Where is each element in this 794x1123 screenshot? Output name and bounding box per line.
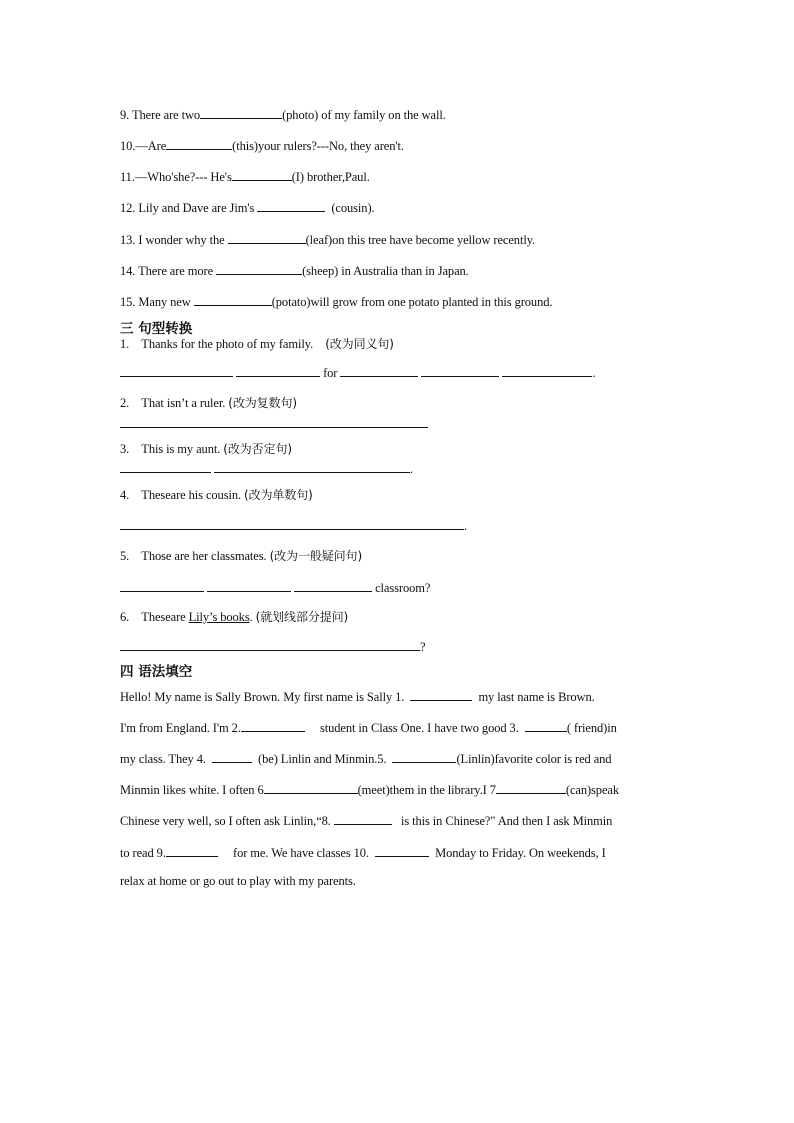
- instruction-hint: (就划线部分提问): [255, 610, 349, 624]
- instruction-hint: (改为复数句): [228, 396, 297, 410]
- item-number: 4.: [120, 488, 130, 502]
- answer-blank[interactable]: [166, 843, 218, 857]
- transform-3-answer: [120, 459, 413, 477]
- passage-line-4: [120, 780, 619, 798]
- question-text: (I) brother,Paul.: [291, 170, 370, 184]
- transform-1: [120, 335, 394, 352]
- answer-blank[interactable]: [334, 811, 392, 825]
- passage-text: Minmin likes white. I often 6: [120, 783, 264, 797]
- transform-3: [120, 440, 292, 457]
- answer-text: .: [410, 462, 414, 476]
- passage-text: (be) Linlin and Minmin.5.: [258, 752, 387, 766]
- answer-blank[interactable]: [392, 749, 456, 763]
- answer-blank[interactable]: [340, 363, 418, 377]
- answer-blank[interactable]: [294, 578, 372, 592]
- passage-text: to read 9.: [120, 846, 166, 860]
- answer-blank[interactable]: [120, 363, 233, 377]
- answer-blank[interactable]: [257, 198, 325, 212]
- answer-blank[interactable]: [236, 363, 320, 377]
- passage-text: I'm from England. I'm 2.: [120, 721, 241, 735]
- question-14: [120, 261, 469, 279]
- question-11: [120, 167, 370, 185]
- passage-text: (can)speak: [565, 783, 620, 797]
- question-15: [120, 292, 552, 310]
- passage-line-3: [120, 749, 611, 767]
- question-text: (cousin).: [331, 201, 375, 215]
- transform-6: [120, 608, 348, 625]
- section-heading-4: 四 语法填空: [120, 664, 193, 680]
- item-number: 2.: [120, 396, 130, 410]
- transform-5-answer: [120, 578, 430, 596]
- section-heading-3: 三 句型转换: [120, 321, 193, 337]
- answer-blank[interactable]: [421, 363, 499, 377]
- answer-text: classroom?: [375, 581, 431, 595]
- question-text: (sheep) in Australia than in Japan.: [302, 264, 469, 278]
- question-text: (photo) of my family on the wall.: [282, 108, 446, 122]
- instruction-hint: (改为同义句): [325, 337, 394, 351]
- answer-blank[interactable]: [120, 459, 211, 473]
- question-12: [120, 198, 375, 216]
- question-text: 9. There are two: [120, 108, 201, 122]
- transform-2: [120, 394, 297, 411]
- question-text: 15. Many new: [120, 295, 191, 309]
- instruction-hint: (改为否定句): [223, 442, 292, 456]
- sentence-text: .: [249, 610, 253, 624]
- passage-text: for me. We have classes 10.: [233, 846, 369, 860]
- passage-text: (Linlin)favorite color is red and: [456, 752, 612, 766]
- question-text: 14. There are more: [120, 264, 214, 278]
- answer-blank[interactable]: [120, 516, 464, 530]
- answer-blank[interactable]: [214, 459, 410, 473]
- passage-text: ( friend)in: [566, 721, 617, 735]
- item-number: 6.: [120, 610, 130, 624]
- sentence-text: Those are her classmates.: [141, 549, 267, 563]
- sentence-text: That isn’t a ruler.: [141, 396, 226, 410]
- sentence-text: Theseare: [141, 610, 186, 624]
- passage-text: Chinese very well, so I often ask Linlin,“8.: [120, 814, 331, 828]
- answer-text: ?: [420, 640, 426, 654]
- question-9: [120, 105, 446, 123]
- passage-line-2: [120, 718, 617, 736]
- answer-blank[interactable]: [194, 292, 272, 306]
- answer-blank[interactable]: [241, 718, 305, 732]
- question-10: [120, 136, 404, 154]
- item-number: 5.: [120, 549, 130, 563]
- item-number: 3.: [120, 442, 130, 456]
- passage-text: (meet)them in the library.I 7: [357, 783, 496, 797]
- question-text: (this)your rulers?---No, they aren't.: [232, 139, 404, 153]
- sentence-text: Theseare his cousin.: [141, 488, 241, 502]
- question-13: [120, 230, 535, 248]
- answer-blank[interactable]: [212, 749, 252, 763]
- transform-4-answer: [120, 516, 467, 534]
- answer-blank[interactable]: [166, 136, 232, 150]
- answer-blank[interactable]: [120, 414, 428, 428]
- answer-blank[interactable]: [264, 780, 358, 794]
- sentence-text: Thanks for the photo of my family.: [141, 337, 314, 351]
- answer-blank[interactable]: [232, 167, 292, 181]
- answer-blank[interactable]: [502, 363, 592, 377]
- transform-6-answer: [120, 637, 425, 655]
- passage-text: student in Class One. I have two good 3.: [319, 721, 519, 735]
- passage-line-7: [120, 874, 356, 889]
- transform-4: [120, 486, 313, 503]
- answer-blank[interactable]: [525, 718, 567, 732]
- answer-blank[interactable]: [207, 578, 291, 592]
- item-number: 1.: [120, 337, 130, 351]
- question-text: 12. Lily and Dave are Jim's: [120, 201, 255, 215]
- answer-blank[interactable]: [496, 780, 566, 794]
- passage-text: is this in Chinese?" And then I ask Minmin: [400, 814, 613, 828]
- answer-blank[interactable]: [120, 578, 204, 592]
- question-text: 11.—Who'she?--- He's: [120, 170, 232, 184]
- answer-text: for: [323, 366, 338, 380]
- answer-blank[interactable]: [228, 230, 306, 244]
- sentence-text: This is my aunt.: [141, 442, 221, 456]
- question-text: (leaf)on this tree have become yellow recently.: [305, 233, 536, 247]
- answer-blank[interactable]: [375, 843, 429, 857]
- passage-text: my class. They 4.: [120, 752, 206, 766]
- underlined-phrase: Lily’s books: [188, 610, 250, 624]
- instruction-hint: (改为一般疑问句): [269, 549, 363, 563]
- instruction-hint: (改为单数句): [244, 488, 313, 502]
- passage-text: my last name is Brown.: [478, 690, 595, 704]
- question-text: 10.—Are: [120, 139, 167, 153]
- question-text: 13. I wonder why the: [120, 233, 225, 247]
- passage-text: Monday to Friday. On weekends, I: [435, 846, 606, 860]
- question-text: (potato)will grow from one potato planted in this ground.: [271, 295, 553, 309]
- passage-text: relax at home or go out to play with my parents.: [120, 874, 356, 888]
- answer-text: .: [592, 366, 596, 380]
- transform-1-answer: [120, 363, 595, 381]
- answer-text: .: [464, 519, 468, 533]
- transform-5: [120, 547, 362, 564]
- answer-blank[interactable]: [410, 687, 472, 701]
- passage-text: Hello! My name is Sally Brown. My first name is Sally 1.: [120, 690, 405, 704]
- passage-line-5: [120, 811, 612, 829]
- answer-blank[interactable]: [120, 637, 420, 651]
- answer-blank[interactable]: [200, 105, 282, 119]
- answer-blank[interactable]: [216, 261, 302, 275]
- transform-2-answer: [120, 414, 428, 432]
- passage-line-1: [120, 687, 595, 705]
- passage-line-6: [120, 843, 606, 861]
